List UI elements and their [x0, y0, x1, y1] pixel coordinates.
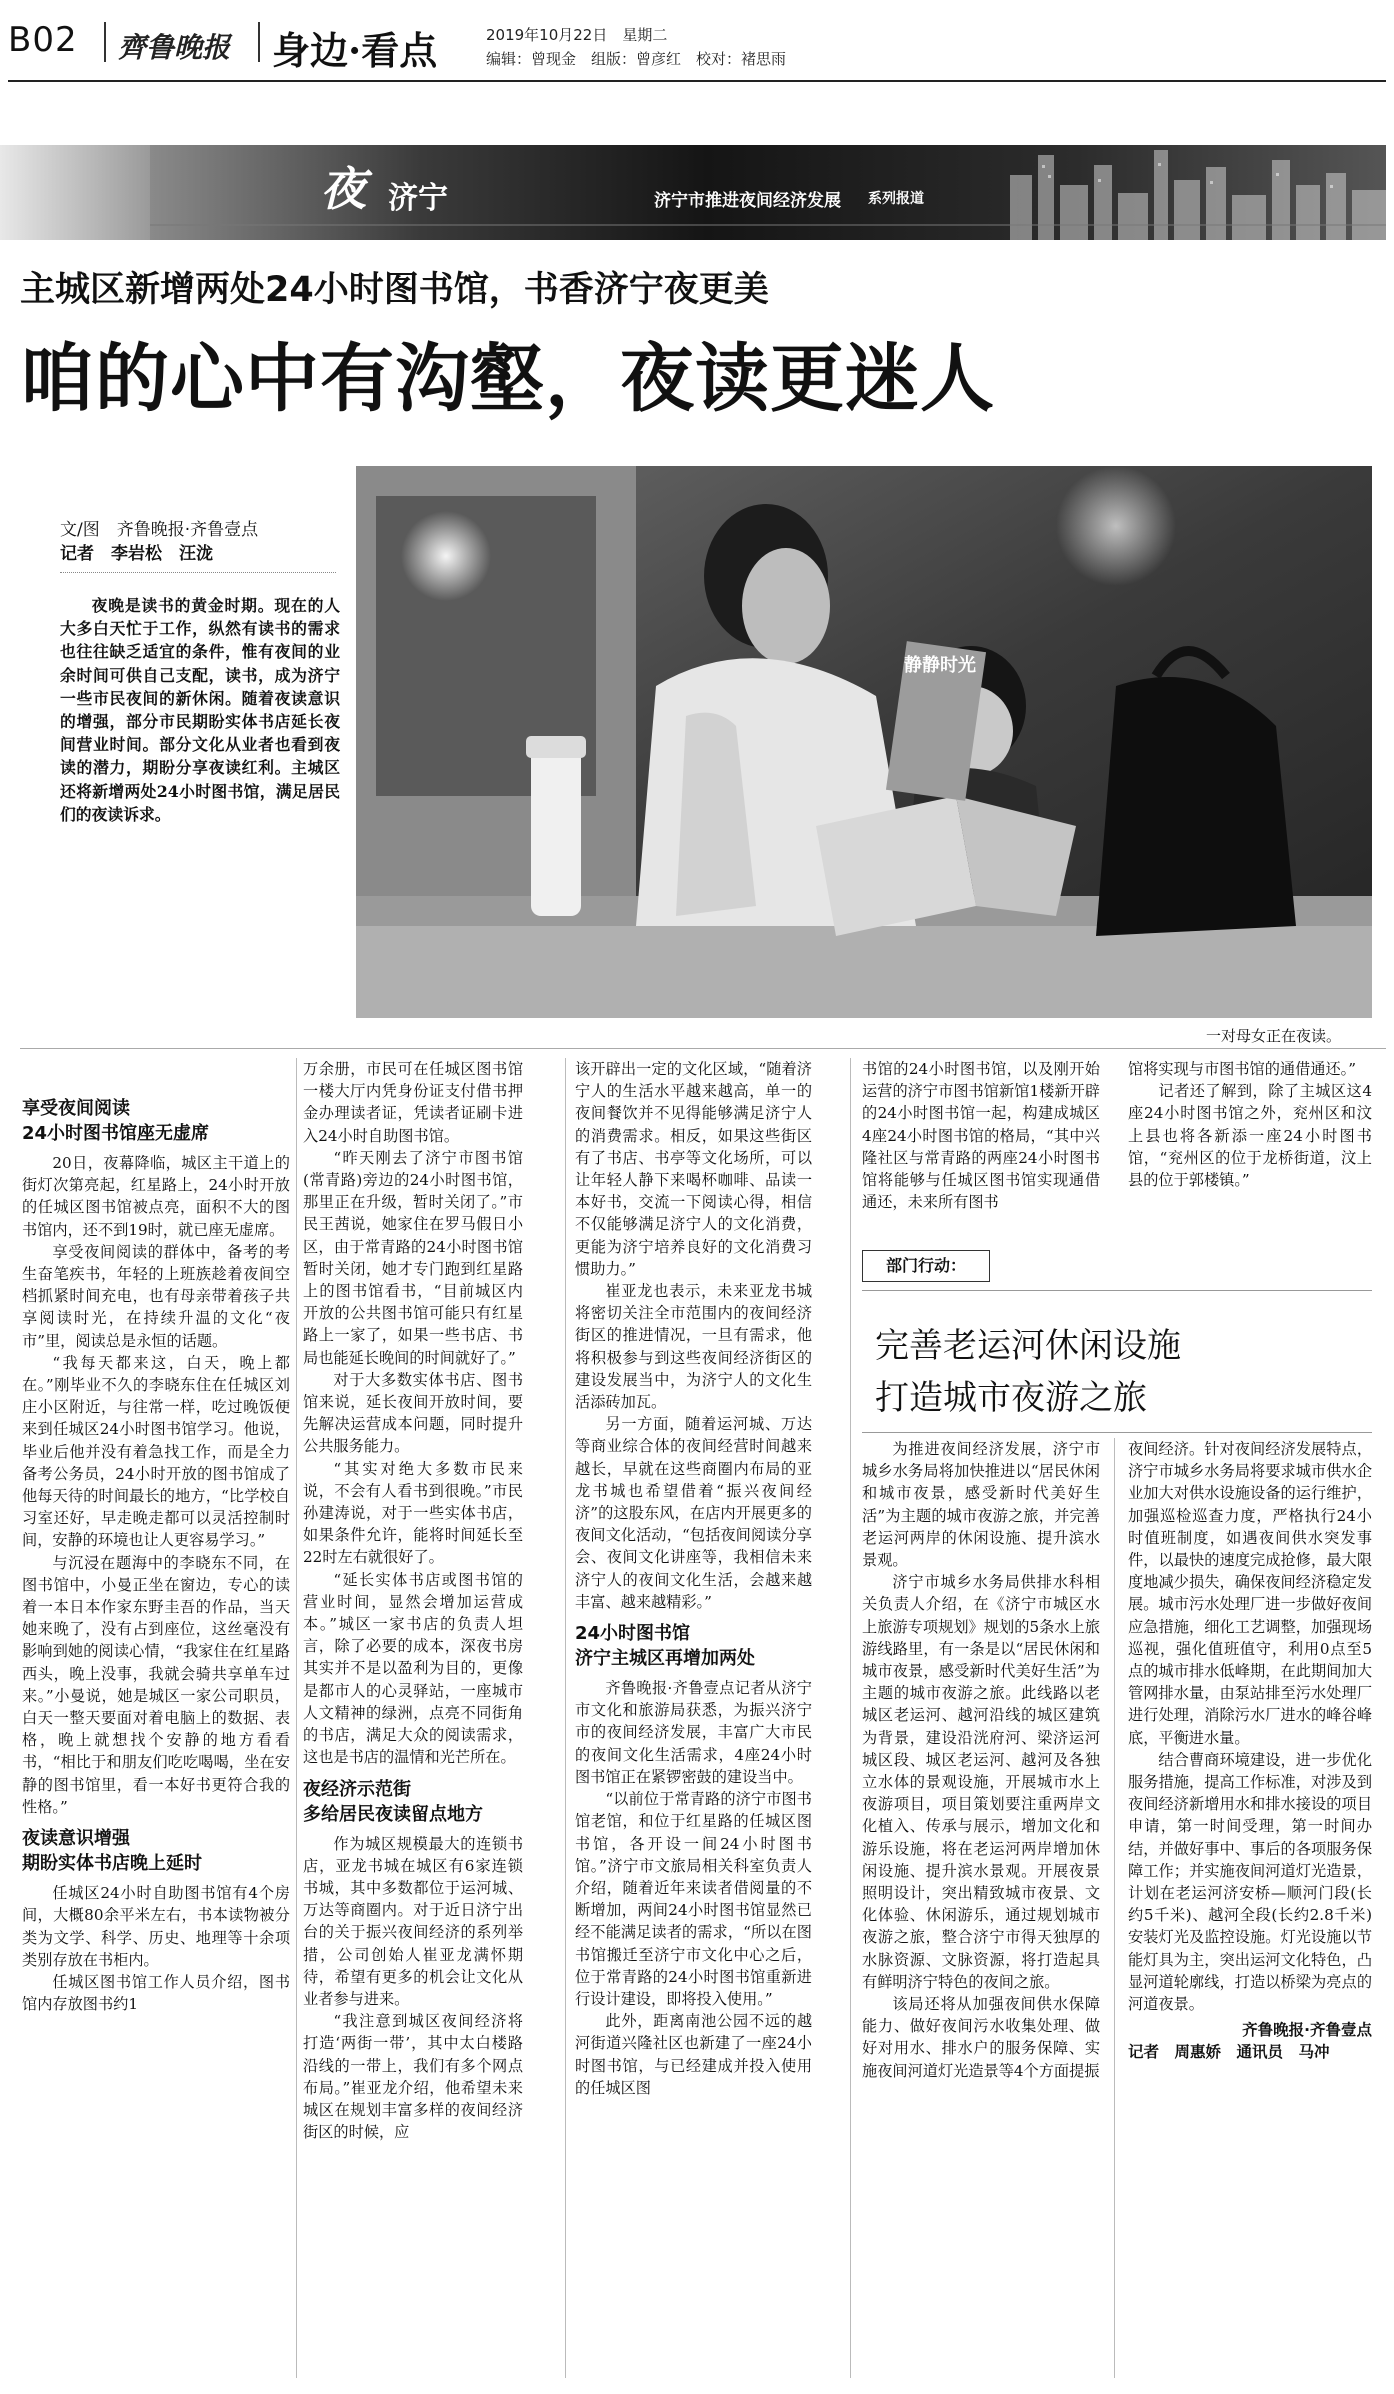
- header-divider: [104, 22, 106, 62]
- column-separator: [1114, 1438, 1115, 2378]
- column-separator: [296, 1058, 297, 2378]
- dept-action-label: 部门行动：: [862, 1250, 990, 1282]
- paragraph: 另一方面，随着运河城、万达等商业综合体的夜间经营时间越来越长，早就在这些商圈内布局的亚龙书城也希望借着“振兴夜间经济”的这股东风，在店内开展更多的夜间文化活动，“包括夜间阅读分享会、夜间文化讲座等，我相信未来济宁人的夜间文化生活，会越来越丰富、越来越精彩。”: [575, 1415, 812, 1611]
- banner-series-label: 系列报道: [868, 191, 924, 207]
- paragraph: 享受夜间阅读的群体中，备考的考生奋笔疾书，年轻的上班族趁着夜间空档抓紧时间充电，也有母亲带着孩子共享阅读时光，在持续升温的文化“夜市”里，阅读总是永恒的话题。: [22, 1242, 290, 1350]
- section-heading: 24小时图书馆 济宁主城区再增加两处: [575, 1623, 755, 1670]
- article-photo: [356, 466, 1372, 1018]
- section-heading: 夜经济示范街 多给居民夜读留点地方: [303, 1778, 483, 1825]
- paragraph: 结合曹商环境建设，进一步优化服务措施，提高工作标准，对涉及到夜间经济新增用水和排水接设的项目申请，第一时间受理，第一时间办结，并做好事中、事后的各项服务保障工作；并实施夜间河道灯光造景，计划在老运河济安桥—顺河门段(长约5千米)、越河全段(长约2.8千米)安装灯光及监控设施。灯光设施以节能灯具为主，突出运河文化特色，凸显河道轮廓线，打造以桥梁为亮点的河道夜景。: [1128, 1750, 1372, 2014]
- paragraph: “昨天刚去了济宁市图书馆(常青路)旁边的24小时图书馆，那里正在升级，暂时关闭了。”市民王茜说，她家住在罗马假日小区，由于常青路的24小时图书馆暂时关闭，她才专门跑到红星路上的图书馆看书，“目前城区内开放的公共图书馆可能只有红星路上一家了，如果一些书店、书局也能延长晚间的时间就好了。”: [303, 1148, 523, 1367]
- byline-rule: [60, 572, 336, 573]
- banner-left-image: [0, 145, 150, 240]
- paragraph: 与沉浸在题海中的李晓东不同，在图书馆中，小曼正坐在窗边，专心的读着一本日本作家东野圭吾的作品，当天她来晚了，没有占到座位，这丝毫没有影响到她的阅读心情，“我家住在红星路西头，晚上没事，我就会骑共享单车过来。”小曼说，她是城区一家公司职员，白天一整天要面对着电脑上的数据、表格，晚上就想找个安静的地方看看书，“相比于和朋友们吃吃喝喝，坐在安静的图书馆里，看一本好书更符合我的性格。”: [22, 1553, 290, 1816]
- paragraph: 任城区图书馆工作人员介绍，图书馆内存放图书约1: [22, 1972, 290, 2014]
- paragraph: “延长实体书店或图书馆的营业时间，显然会增加运营成本。”城区一家书店的负责人坦言，除了必要的成本，深夜书房其实并不是以盈利为目的，更像是都市人的心灵驿站，一座城市人文精神的绿洲，点亮不同街角的书店，满足大众的阅读需求，这也是书店的温情和光芒所在。: [303, 1570, 523, 1767]
- paragraph: 夜间经济。针对夜间经济发展特点，济宁市城乡水务局将要求城市供水企业加大对供水设施设备的运行维护，加强巡检巡查力度，严格执行24小时值班制度，如遇夜间供水突发事件，以最快的速度完成抢修，最大限度地减少损失，确保夜间经济稳定发展。城市污水处理厂进一步做好夜间应急措施，细化工艺调整，加强现场巡视，强化值班值守，利用0点至5点的城市排水低峰期，在此期间加大管网排水量，由泵站排至污水处理厂进行处理，消除污水厂进水的峰谷峰底，平衡进水量。: [1128, 1440, 1372, 1747]
- paragraph: 为推进夜间经济发展，济宁市城乡水务局将加快推进以“居民休闲和城市夜景，感受新时代美好生活”为主题的城市夜游之旅，并完善老运河两岸的休闲设施、提升滨水景观。: [862, 1440, 1100, 1570]
- photo-caption: 一对母女正在夜读。: [1206, 1027, 1342, 1045]
- column-2: [303, 1058, 523, 2143]
- sidebar-rule: [862, 1432, 1372, 1433]
- paragraph: 对于大多数实体书店、图书馆来说，延长夜间开放时间，要先解决运营成本问题，同时提升公共服务能力。: [303, 1370, 523, 1456]
- section-heading: 享受夜间阅读 24小时图书馆座无虚席: [22, 1098, 210, 1144]
- photo-illustration: [356, 466, 1372, 1018]
- paragraph: 此外，距离南池公园不远的越河街道兴隆社区也新建了一座24小时图书馆，与已经建成并投入使用的任城区图: [575, 2012, 812, 2097]
- paragraph: 齐鲁晚报·齐鲁壹点记者从济宁市文化和旅游局获悉，为振兴济宁市的夜间经济发展，丰富广大市民的夜间文化生活需求，4座24小时图书馆正在紧锣密鼓的建设当中。: [575, 1679, 812, 1786]
- article-headline: 咱的心中有沟壑，夜读更迷人: [20, 336, 995, 422]
- header-rule: [8, 80, 1386, 82]
- paragraph: 万余册，市民可在任城区图书馆一楼大厅内凭身份证支付借书押金办理读者证，凭读者证刷卡进入24小时自助图书馆。: [303, 1060, 523, 1145]
- photo-book-title: 静静时光: [904, 655, 976, 676]
- page-number: B02: [8, 20, 78, 60]
- column-separator: [850, 1058, 851, 2378]
- sidebar-column-2: [1128, 1438, 1372, 2063]
- paragraph: “我注意到城区夜间经济将打造‘两街一带’，其中太白楼路沿线的一带上，我们有多个网点布局。”崔亚龙介绍，他希望未来城区在规划丰富多样的夜间经济街区的时候，应: [303, 2012, 523, 2142]
- paragraph: 20日，夜幕降临，城区主干道上的街灯次第亮起，红星路上，24小时开放的任城区图书馆被点亮，面积不大的图书馆内，还不到19时，就已座无虚席。: [22, 1154, 290, 1239]
- paragraph: 记者还了解到，除了主城区这4座24小时图书馆之外，兖州区和汶上县也将各新添一座24小时图书馆，“兖州区的位于龙桥街道，汶上县的位于郭楼镇。”: [1128, 1082, 1372, 1190]
- paragraph: 作为城区规模最大的连锁书店，亚龙书城在城区有6家连锁书城，其中多数都位于运河城、万达等商圈内。对于近日济宁出台的关于振兴夜间经济的系列举措，公司创始人崔亚龙满怀期待，希望有更多的机会让文化从业者参与进来。: [303, 1834, 523, 2008]
- paragraph: “其实对绝大多数市民来说，不会有人看书到很晚。”市民孙建涛说，对于一些实体书店，如果条件允许，能将时间延长至22时左右就很好了。: [303, 1459, 523, 1567]
- banner-logo-char: 夜: [320, 162, 366, 216]
- paragraph: 崔亚龙也表示，未来亚龙书城将密切关注全市范围内的夜间经济街区的推进情况，一旦有需求，他将积极参与到这些夜间经济街区的建设发展当中，为济宁人的文化生活添砖加瓦。: [575, 1282, 812, 1412]
- column-1: [22, 1088, 290, 2015]
- paragraph: 该开辟出一定的文化区域，“随着济宁人的生活水平越来越高，单一的夜间餐饮并不见得能够满足济宁人的消费需求。相反，如果这些街区有了书店、书亭等文化场所，可以让年轻人静下来喝杯咖啡、品读一本好书，交流一下阅读心得，相信不仅能够满足济宁人的文化消费，更能为济宁培养良好的文化消费习惯助力。”: [575, 1060, 812, 1278]
- sidebar-signoff-line2: 记者 周惠娇 通讯员 马冲: [1128, 2043, 1330, 2062]
- sidebar-signoff-line1: 齐鲁晚报·齐鲁壹点: [1242, 2021, 1372, 2040]
- byline: [60, 518, 258, 566]
- date-line: 2019年10月22日 星期二: [486, 26, 668, 44]
- sidebar-column-1: [862, 1438, 1100, 2082]
- sidebar-title-line2: 打造城市夜游之旅: [875, 1378, 1147, 1418]
- article-subtitle: 主城区新增两处24小时图书馆，书香济宁夜更美: [20, 270, 769, 310]
- column-separator: [565, 1058, 566, 2378]
- paragraph: 济宁市城乡水务局供排水科相关负责人介绍，在《济宁市城区水上旅游专项规划》规划的5条水上旅游线路里，有一条是以“居民休闲和城市夜景，感受新时代美好生活”为主题的城市夜游之旅。此线路以老城区老运河、越河沿线的城区建筑为背景，建设沿洸府河、梁济运河城区段、城区老运河、越河及各独立水体的景观设施，开展城市水上夜游项目，项目策划要注重两岸文化植入、传承与展示，增加文化和游乐设施，将在老运河两岸增加休闲设施、提升滨水景观。开展夜景照明设计，突出精致城市夜景、文化体验、休闲游乐，通过规划城市夜游之旅，整合济宁市得天独厚的水脉资源、文脉资源，将打造起具有鲜明济宁特色的夜间之旅。: [862, 1573, 1100, 1991]
- header-divider: [258, 22, 260, 62]
- banner-subtitle: 济宁市推进夜间经济发展: [654, 191, 841, 211]
- sidebar-rule: [862, 1290, 1372, 1291]
- photo-rule: [20, 1048, 1386, 1049]
- paragraph: 该局还将从加强夜间供水保障能力、做好夜间污水收集处理、做好对用水、排水户的服务保障、实施夜间河道灯光造景等4个方面提振: [862, 1995, 1100, 2080]
- section-heading: 夜读意识增强 期盼实体书店晚上延时: [22, 1828, 202, 1875]
- paragraph: “我每天都来这，白天，晚上都在。”刚毕业不久的李晓东住在任城区刘庄小区附近，与往常一样，吃过晚饭便来到任城区24小时图书馆学习。他说，毕业后他并没有着急找工作，而是全力备考公务员，24小时开放的图书馆成了他每天待的时间最长的地方，“比学校自习室还好，早走晚走都可以灵活控制时间，安静的环境也让人更容易学习。”: [22, 1353, 290, 1550]
- sidebar-title-line1: 完善老运河休闲设施: [875, 1326, 1181, 1366]
- byline-line1: 文/图 齐鲁晚报·齐鲁壹点: [60, 520, 259, 540]
- column-4: [862, 1058, 1100, 1213]
- column-5: [1128, 1058, 1372, 1191]
- section-title: 身边·看点: [272, 28, 438, 73]
- byline-line2: 记者 李岩松 汪泷: [60, 544, 213, 564]
- paragraph: 书馆的24小时图书馆，以及刚开始运营的济宁市图书馆新馆1楼新开辟的24小时图书馆一起，构建成城区4座24小时图书馆的格局，“其中兴隆社区与常青路的两座24小时图书馆将能够与任城区图书馆实现通借通还，未来所有图书: [862, 1060, 1100, 1212]
- editors-line: 编辑：曾现金 组版：曾彦红 校对：褚思雨: [486, 50, 787, 68]
- paragraph: “以前位于常青路的济宁市图书馆老馆，和位于红星路的任城区图书馆，各开设一间24小时图书馆。”济宁市文旅局相关科室负责人介绍，随着近年来读者借阅量的不断增加，两间24小时图书馆显然已经不能满足读者的需求，“所以在图书馆搬迁至济宁市文化中心之后，位于常青路的24小时图书馆重新进行设计建设，即将投入使用。”: [575, 1790, 812, 2008]
- column-3: [575, 1058, 812, 2099]
- paragraph: 任城区24小时自助图书馆有4个房间，大概80余平米左右，书本读物被分类为文学、科学、历史、地理等十余项类别存放在书柜内。: [22, 1884, 290, 1969]
- lead-paragraph: 夜晚是读书的黄金时期。现在的人大多白天忙于工作，纵然有读书的需求也往往缺乏适宜的条件，惟有夜间的业余时间可供自己支配，读书，成为济宁一些市民夜间的新休闲。随着夜读意识的增强，部分市民期盼实体书店延长夜间营业时间。部分文化从业者也看到夜读的潜力，期盼分享夜读红利。主城区还将新增两处24小时图书馆，满足居民们的夜读诉求。: [60, 596, 340, 824]
- paragraph: 馆将实现与市图书馆的通借通还。”: [1128, 1060, 1356, 1078]
- banner-city: 济宁: [388, 181, 448, 216]
- paper-logo: 齊鲁晚报: [118, 31, 231, 64]
